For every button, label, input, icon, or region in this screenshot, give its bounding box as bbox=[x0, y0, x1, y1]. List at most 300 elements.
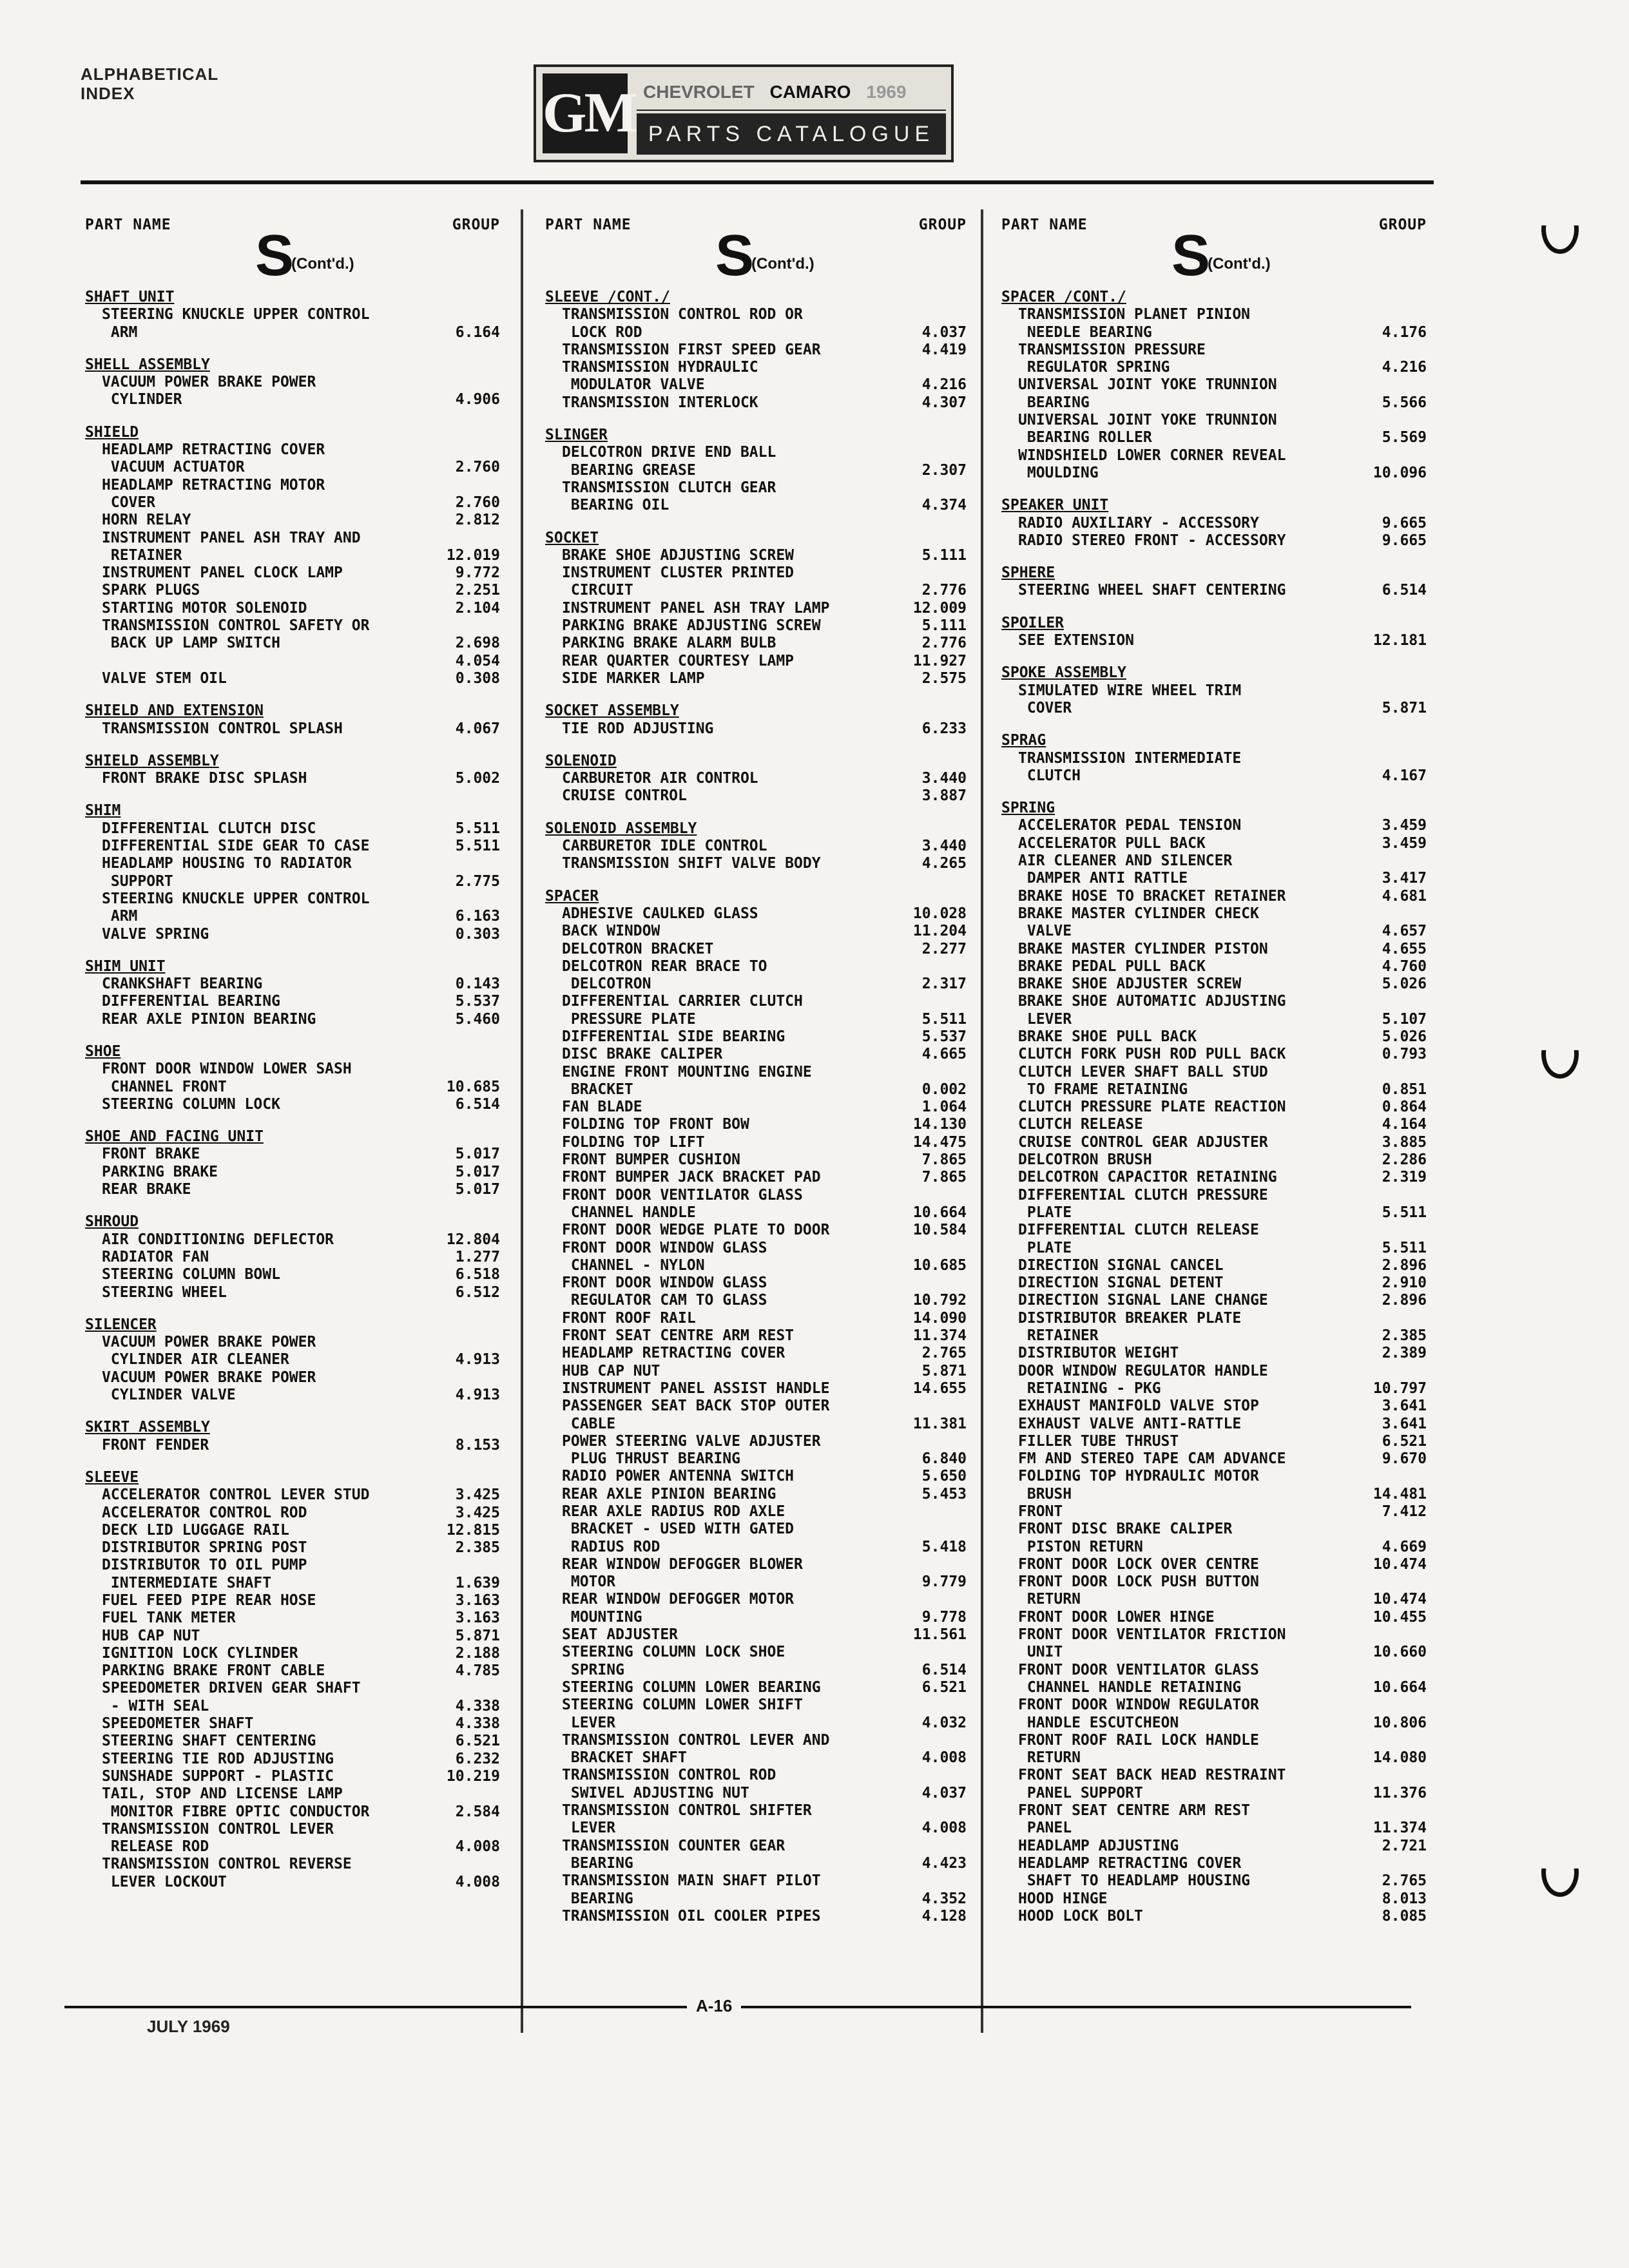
group-number: 5.511 bbox=[1382, 1204, 1427, 1221]
index-entry bbox=[536, 1222, 976, 1239]
index-entry bbox=[76, 873, 509, 890]
index-entry bbox=[992, 1503, 1436, 1521]
part-name: HOOD HINGE bbox=[1018, 1890, 1108, 1907]
part-name: CYLINDER VALVE bbox=[102, 1387, 236, 1404]
index-entry bbox=[536, 770, 976, 787]
group-number: 5.453 bbox=[921, 1485, 967, 1503]
part-name: VACUUM POWER BRAKE POWER bbox=[102, 374, 316, 391]
part-name: DISTRIBUTOR BREAKER PLATE bbox=[1018, 1309, 1242, 1327]
part-name: BRAKE MASTER CYLINDER CHECK bbox=[1018, 905, 1259, 922]
part-name: DIFFERENTIAL CARRIER CLUTCH bbox=[562, 993, 803, 1010]
part-name: DIFFERENTIAL CLUTCH DISC bbox=[102, 820, 316, 837]
index-entry bbox=[76, 1522, 509, 1539]
section-letter-contd: (Cont'd.) bbox=[1208, 255, 1271, 273]
index-entry bbox=[536, 1310, 976, 1327]
index-entry bbox=[992, 632, 1436, 649]
group-number: 1.277 bbox=[455, 1248, 500, 1265]
part-name: SPEEDOMETER SHAFT bbox=[102, 1715, 254, 1733]
group-number: 7.865 bbox=[921, 1151, 967, 1169]
index-entry bbox=[992, 1539, 1436, 1556]
part-name: HEADLAMP RETRACTING COVER bbox=[102, 441, 325, 459]
part-name: TRANSMISSION CLUTCH GEAR bbox=[562, 479, 776, 496]
index-entry bbox=[536, 905, 976, 923]
index-entry bbox=[76, 1592, 509, 1610]
part-name: INSTRUMENT PANEL CLOCK LAMP bbox=[102, 564, 343, 582]
column-divider bbox=[521, 209, 523, 2033]
group-number: 2.385 bbox=[455, 1539, 500, 1557]
group-number: 4.655 bbox=[1382, 940, 1427, 957]
part-name: PLATE bbox=[1018, 1204, 1072, 1221]
group-number: 4.307 bbox=[921, 394, 967, 411]
part-name: HEADLAMP RETRACTING COVER bbox=[562, 1345, 786, 1362]
index-entry bbox=[76, 975, 509, 993]
index-entry bbox=[536, 1609, 976, 1626]
index-entry bbox=[992, 1609, 1436, 1626]
part-name: FRONT BUMPER JACK BRACKET PAD bbox=[562, 1169, 821, 1186]
part-name: SWIVEL ADJUSTING NUT bbox=[562, 1784, 749, 1802]
part-name: BACK UP LAMP SWITCH bbox=[102, 635, 280, 652]
group-number: 6.514 bbox=[921, 1661, 967, 1678]
index-entry bbox=[992, 1081, 1436, 1099]
index-entry bbox=[992, 515, 1436, 532]
index-entry bbox=[536, 376, 976, 394]
group-number: 11.376 bbox=[1373, 1784, 1427, 1802]
part-name: FILLER TUBE THRUST bbox=[1018, 1432, 1179, 1450]
index-entry bbox=[76, 306, 509, 323]
group-number: 10.474 bbox=[1373, 1555, 1427, 1573]
index-section bbox=[536, 530, 976, 688]
footer-date: JULY 1969 bbox=[142, 2017, 235, 2037]
group-number: 12.815 bbox=[446, 1521, 500, 1539]
index-section bbox=[536, 702, 976, 738]
group-number: 10.455 bbox=[1373, 1608, 1427, 1626]
part-name: VALVE STEM OIL bbox=[102, 669, 227, 687]
index-entry bbox=[76, 324, 509, 341]
part-name: SUPPORT bbox=[102, 872, 173, 890]
binder-hole bbox=[1541, 1848, 1579, 1897]
group-number: 9.778 bbox=[921, 1608, 967, 1626]
index-entry bbox=[992, 1573, 1436, 1591]
index-entry bbox=[992, 1468, 1436, 1485]
index-entry bbox=[536, 1679, 976, 1696]
group-number: 5.418 bbox=[921, 1538, 967, 1555]
group-number: 4.681 bbox=[1382, 887, 1427, 905]
group-number: 4.037 bbox=[921, 1784, 967, 1802]
part-name: PARKING BRAKE ALARM BULB bbox=[562, 635, 776, 652]
part-name: CLUTCH FORK PUSH ROD PULL BACK bbox=[1018, 1046, 1286, 1063]
group-number: 6.840 bbox=[921, 1450, 967, 1468]
part-name: TRANSMISSION FIRST SPEED GEAR bbox=[562, 341, 821, 358]
part-name: EXHAUST VALVE ANTI-RATTLE bbox=[1018, 1415, 1242, 1432]
section-title: SHIELD bbox=[85, 423, 139, 441]
index-entry bbox=[536, 720, 976, 738]
group-number: 3.885 bbox=[1382, 1133, 1427, 1151]
part-name: SEE EXTENSION bbox=[1018, 632, 1135, 649]
group-number: 10.797 bbox=[1373, 1379, 1427, 1397]
part-name: REAR AXLE PINION BEARING bbox=[562, 1485, 776, 1503]
index-entry bbox=[536, 670, 976, 687]
index-entry bbox=[992, 905, 1436, 923]
index-entry bbox=[536, 1380, 976, 1398]
part-name: DIFFERENTIAL CLUTCH RELEASE bbox=[1018, 1222, 1259, 1239]
part-name: POWER STEERING VALVE ADJUSTER bbox=[562, 1432, 821, 1450]
part-name: TRANSMISSION PRESSURE bbox=[1018, 341, 1206, 358]
group-number: 5.026 bbox=[1382, 1028, 1427, 1045]
group-number: 5.537 bbox=[921, 1028, 967, 1045]
part-name: DELCOTRON BRUSH bbox=[1018, 1151, 1152, 1169]
part-name: PRESSURE PLATE bbox=[562, 1010, 696, 1028]
part-name: MOULDING bbox=[1018, 464, 1099, 481]
group-number: 10.219 bbox=[446, 1767, 500, 1785]
index-entry bbox=[536, 582, 976, 599]
index-entry bbox=[992, 1732, 1436, 1749]
index-entry bbox=[992, 1450, 1436, 1468]
part-name: SIDE MARKER LAMP bbox=[562, 669, 705, 687]
section-title: SHOE bbox=[85, 1043, 121, 1060]
section-title: SPRAG bbox=[1001, 732, 1046, 749]
part-name: REAR WINDOW DEFOGGER MOTOR bbox=[562, 1591, 795, 1608]
group-number: 0.002 bbox=[921, 1081, 967, 1098]
part-name: FRONT ROOF RAIL bbox=[562, 1309, 696, 1327]
index-entry bbox=[992, 888, 1436, 905]
index-entry bbox=[536, 564, 976, 582]
index-section bbox=[76, 356, 509, 409]
index-entry bbox=[536, 324, 976, 341]
part-name: INSTRUMENT PANEL ASSIST HANDLE bbox=[562, 1379, 830, 1397]
index-entry bbox=[536, 1292, 976, 1309]
index-entry bbox=[536, 1011, 976, 1028]
index-entry bbox=[536, 547, 976, 564]
index-entry bbox=[76, 582, 509, 599]
index-entry bbox=[992, 1064, 1436, 1081]
index-entry bbox=[992, 1820, 1436, 1837]
index-entry bbox=[536, 941, 976, 958]
index-entry bbox=[992, 1749, 1436, 1767]
group-number: 0.143 bbox=[455, 975, 500, 993]
part-name: TRANSMISSION MAIN SHAFT PILOT bbox=[562, 1872, 821, 1890]
index-entry bbox=[992, 1046, 1436, 1063]
index-entry bbox=[76, 670, 509, 687]
index-entry bbox=[76, 1575, 509, 1592]
index-entry bbox=[76, 1821, 509, 1838]
index-entry bbox=[992, 1521, 1436, 1538]
group-number: 9.772 bbox=[455, 564, 500, 582]
group-number: 2.760 bbox=[455, 494, 500, 511]
index-entry bbox=[992, 1908, 1436, 1925]
part-name: RADIO AUXILIARY - ACCESSORY bbox=[1018, 514, 1259, 532]
index-entry bbox=[992, 1855, 1436, 1872]
part-name: FRONT ROOF RAIL LOCK HANDLE bbox=[1018, 1731, 1259, 1749]
index-section bbox=[536, 888, 976, 1926]
part-name: COVER bbox=[102, 494, 156, 511]
index-entry bbox=[992, 1486, 1436, 1503]
column-body bbox=[992, 289, 1436, 1925]
part-name: FRONT DOOR WINDOW GLASS bbox=[562, 1274, 767, 1292]
part-name: FOLDING TOP FRONT BOW bbox=[562, 1116, 749, 1133]
index-entry bbox=[992, 1363, 1436, 1380]
part-name: VACUUM POWER BRAKE POWER bbox=[102, 1369, 316, 1386]
group-number: 0.793 bbox=[1382, 1046, 1427, 1063]
column-header bbox=[992, 211, 1436, 289]
part-name: STEERING COLUMN LOWER SHIFT bbox=[562, 1696, 803, 1714]
group-number: 4.128 bbox=[921, 1907, 967, 1925]
index-section bbox=[992, 800, 1436, 1925]
index-entry bbox=[76, 391, 509, 408]
part-name: TRANSMISSION INTERMEDIATE bbox=[1018, 749, 1242, 767]
group-number: 6.521 bbox=[921, 1678, 967, 1696]
section-title: SHOE AND FACING UNIT bbox=[85, 1128, 264, 1146]
group-number: 3.440 bbox=[921, 770, 967, 787]
section-title: SHIM UNIT bbox=[85, 957, 166, 975]
part-name: STEERING TIE ROD ADJUSTING bbox=[102, 1750, 334, 1767]
index-entry bbox=[76, 1231, 509, 1249]
part-name: MODULATOR VALVE bbox=[562, 376, 705, 394]
section-title: SILENCER bbox=[85, 1316, 157, 1333]
part-name: HOOD LOCK BOLT bbox=[1018, 1907, 1143, 1925]
group-number: 4.008 bbox=[455, 1838, 500, 1856]
part-name: DOOR WINDOW REGULATOR HANDLE bbox=[1018, 1362, 1268, 1379]
group-number: 0.864 bbox=[1382, 1099, 1427, 1116]
part-name: CYLINDER bbox=[102, 391, 182, 408]
part-name: HEADLAMP RETRACTING MOTOR bbox=[102, 476, 325, 494]
index-entry bbox=[992, 1556, 1436, 1573]
index-entry bbox=[536, 1151, 976, 1169]
index-entry bbox=[76, 564, 509, 582]
part-name: PASSENGER SEAT BACK STOP OUTER bbox=[562, 1398, 830, 1415]
index-entry bbox=[76, 1856, 509, 1873]
index-entry bbox=[76, 617, 509, 635]
index-entry bbox=[536, 838, 976, 855]
part-name: RETURN bbox=[1018, 1749, 1081, 1767]
index-entry bbox=[76, 1733, 509, 1750]
part-name: DISTRIBUTOR TO OIL PUMP bbox=[102, 1557, 307, 1574]
index-entry bbox=[536, 1626, 976, 1644]
index-entry bbox=[992, 465, 1436, 482]
part-name: ARM bbox=[102, 323, 138, 341]
group-number: 4.423 bbox=[921, 1854, 967, 1872]
group-number: 5.650 bbox=[921, 1468, 967, 1485]
group-number: 5.111 bbox=[921, 546, 967, 564]
group-number: 3.887 bbox=[921, 787, 967, 805]
section-letter: S bbox=[715, 224, 755, 288]
section-title: SHELL ASSEMBLY bbox=[85, 356, 210, 373]
index-entry bbox=[536, 1573, 976, 1591]
group-number: 4.665 bbox=[921, 1046, 967, 1063]
index-section bbox=[536, 427, 976, 514]
index-entry bbox=[76, 720, 509, 738]
section-title: SPOKE ASSEMBLY bbox=[1001, 664, 1126, 682]
part-name: TRANSMISSION INTERLOCK bbox=[562, 394, 758, 411]
index-entry bbox=[536, 1749, 976, 1767]
group-number: 6.521 bbox=[455, 1733, 500, 1750]
group-number: 4.913 bbox=[455, 1387, 500, 1404]
part-name: REAR AXLE RADIUS ROD AXLE bbox=[562, 1503, 786, 1520]
part-name: REAR WINDOW DEFOGGER BLOWER bbox=[562, 1555, 803, 1573]
part-name: HEADLAMP HOUSING TO RADIATOR bbox=[102, 855, 352, 872]
index-entry bbox=[992, 923, 1436, 940]
part-name: FM AND STEREO TAPE CAM ADVANCE bbox=[1018, 1450, 1286, 1468]
part-name: HUB CAP NUT bbox=[102, 1627, 200, 1644]
group-number: 10.096 bbox=[1373, 464, 1427, 481]
index-entry bbox=[536, 1486, 976, 1503]
group-number: 4.374 bbox=[921, 497, 967, 514]
part-name: BRACKET bbox=[562, 1081, 633, 1098]
part-name: CABLE bbox=[562, 1415, 616, 1432]
group-number: 14.475 bbox=[912, 1133, 967, 1151]
index-column-3 bbox=[992, 211, 1436, 1940]
part-name: CLUTCH RELEASE bbox=[1018, 1116, 1143, 1133]
index-entry bbox=[536, 855, 976, 872]
column-header bbox=[536, 211, 976, 289]
gm-logo: GM bbox=[543, 73, 628, 153]
index-section bbox=[992, 732, 1436, 785]
group-number: 10.685 bbox=[446, 1078, 500, 1095]
index-entry bbox=[992, 532, 1436, 550]
index-entry bbox=[536, 1327, 976, 1345]
section-letter: S bbox=[255, 224, 294, 288]
index-entry bbox=[992, 1345, 1436, 1362]
part-name: REAR QUARTER COURTESY LAMP bbox=[562, 652, 795, 669]
index-entry bbox=[992, 1204, 1436, 1222]
index-section bbox=[536, 289, 976, 412]
group-number: 2.584 bbox=[455, 1803, 500, 1820]
index-entry bbox=[536, 1240, 976, 1257]
group-number: 3.163 bbox=[455, 1592, 500, 1609]
index-section bbox=[76, 702, 509, 738]
index-entry bbox=[536, 787, 976, 805]
index-entry bbox=[76, 1011, 509, 1028]
group-number: 10.660 bbox=[1373, 1644, 1427, 1661]
index-section bbox=[992, 615, 1436, 650]
index-entry bbox=[992, 324, 1436, 341]
index-entry bbox=[992, 852, 1436, 870]
part-name: UNIVERSAL JOINT YOKE TRUNNION bbox=[1018, 412, 1277, 429]
group-number: 2.765 bbox=[921, 1345, 967, 1362]
index-entry bbox=[992, 700, 1436, 717]
group-number: 4.785 bbox=[455, 1662, 500, 1680]
index-entry bbox=[992, 835, 1436, 852]
part-name: TRANSMISSION PLANET PINION bbox=[1018, 306, 1251, 323]
index-entry bbox=[76, 459, 509, 476]
group-number: 2.721 bbox=[1382, 1837, 1427, 1854]
part-name: REGULATOR CAM TO GLASS bbox=[562, 1292, 767, 1309]
part-name: CRUISE CONTROL GEAR ADJUSTER bbox=[1018, 1133, 1268, 1151]
group-number: 4.167 bbox=[1382, 767, 1427, 784]
group-number: 5.107 bbox=[1382, 1010, 1427, 1028]
group-number: 2.385 bbox=[1382, 1327, 1427, 1345]
index-entry bbox=[76, 1437, 509, 1454]
part-name: ENGINE FRONT MOUNTING ENGINE bbox=[562, 1063, 812, 1081]
group-number: 2.277 bbox=[921, 940, 967, 957]
index-entry bbox=[76, 1874, 509, 1891]
section-title: SOLENOID ASSEMBLY bbox=[545, 820, 697, 837]
part-name: DELCOTRON DRIVE END BALL bbox=[562, 444, 776, 461]
index-entry bbox=[76, 530, 509, 547]
index-entry bbox=[992, 958, 1436, 975]
index-entry bbox=[76, 890, 509, 908]
group-number: 2.812 bbox=[455, 512, 500, 529]
group-number: 3.425 bbox=[455, 1504, 500, 1521]
part-name: DISTRIBUTOR SPRING POST bbox=[102, 1539, 307, 1557]
group-number: 2.575 bbox=[921, 669, 967, 687]
part-name: DELCOTRON REAR BRACE TO bbox=[562, 957, 767, 975]
group-number: 2.317 bbox=[921, 975, 967, 993]
group-number: 5.871 bbox=[1382, 699, 1427, 716]
part-name: VACUUM POWER BRAKE POWER bbox=[102, 1334, 316, 1351]
index-entry bbox=[76, 1785, 509, 1803]
index-entry bbox=[992, 941, 1436, 958]
index-entry bbox=[76, 1662, 509, 1680]
group-number: 9.665 bbox=[1382, 532, 1427, 549]
index-entry bbox=[536, 1398, 976, 1415]
part-name: DIFFERENTIAL SIDE GEAR TO CASE bbox=[102, 838, 370, 855]
part-name: - WITH SEAL bbox=[102, 1697, 209, 1715]
index-section bbox=[76, 802, 509, 943]
binder-hole bbox=[1541, 205, 1579, 254]
index-section bbox=[992, 497, 1436, 550]
part-name: PISTON RETURN bbox=[1018, 1538, 1143, 1555]
index-entry bbox=[536, 497, 976, 514]
part-name: PARKING BRAKE ADJUSTING SCREW bbox=[562, 617, 821, 635]
group-number: 2.307 bbox=[921, 461, 967, 479]
index-section bbox=[76, 1316, 509, 1404]
part-name: LEVER bbox=[562, 1714, 616, 1731]
index-entry bbox=[536, 341, 976, 359]
index-entry bbox=[992, 682, 1436, 700]
group-number: 12.019 bbox=[446, 546, 500, 564]
index-section bbox=[992, 664, 1436, 717]
part-name: CHANNEL FRONT bbox=[102, 1078, 227, 1095]
part-name: TRANSMISSION CONTROL LEVER bbox=[102, 1820, 334, 1838]
part-name: FRONT DOOR WINDOW GLASS bbox=[562, 1239, 767, 1256]
part-name: RELEASE ROD bbox=[102, 1838, 209, 1856]
part-name: CRUISE CONTROL bbox=[562, 787, 687, 805]
part-name-header: PART NAME bbox=[1001, 216, 1088, 233]
part-name: LEVER bbox=[1018, 1010, 1072, 1028]
index-entry bbox=[992, 1838, 1436, 1855]
index-entry bbox=[536, 306, 976, 323]
index-entry bbox=[536, 1046, 976, 1063]
group-number: 4.067 bbox=[455, 720, 500, 737]
part-name: CLUTCH PRESSURE PLATE REACTION bbox=[1018, 1099, 1286, 1116]
part-name: FRONT DISC BRAKE CALIPER bbox=[1018, 1521, 1233, 1538]
index-entry bbox=[76, 1803, 509, 1821]
index-entry bbox=[992, 750, 1436, 767]
index-entry bbox=[992, 1433, 1436, 1450]
section-title: SHAFT UNIT bbox=[85, 289, 175, 305]
index-section bbox=[76, 1128, 509, 1198]
group-number: 11.381 bbox=[912, 1415, 967, 1432]
index-entry bbox=[76, 547, 509, 564]
index-section bbox=[76, 1043, 509, 1113]
index-entry bbox=[536, 1257, 976, 1274]
index-entry bbox=[992, 1626, 1436, 1644]
column-body bbox=[76, 289, 509, 1891]
group-number: 5.002 bbox=[455, 770, 500, 787]
part-name: INSTRUMENT PANEL ASH TRAY LAMP bbox=[562, 599, 830, 617]
part-name: BRACKET SHAFT bbox=[562, 1749, 687, 1767]
part-name: TRANSMISSION CONTROL ROD bbox=[562, 1767, 776, 1784]
index-entry bbox=[76, 1539, 509, 1557]
part-name: DISTRIBUTOR WEIGHT bbox=[1018, 1345, 1179, 1362]
index-entry bbox=[536, 1715, 976, 1732]
part-name: FRONT DOOR WEDGE PLATE TO DOOR bbox=[562, 1222, 830, 1239]
part-name: SUNSHADE SUPPORT - PLASTIC bbox=[102, 1767, 334, 1785]
group-number: 7.865 bbox=[921, 1169, 967, 1186]
part-name: FRONT BRAKE bbox=[102, 1146, 200, 1163]
index-entry bbox=[76, 1628, 509, 1645]
group-number: 11.561 bbox=[912, 1626, 967, 1644]
